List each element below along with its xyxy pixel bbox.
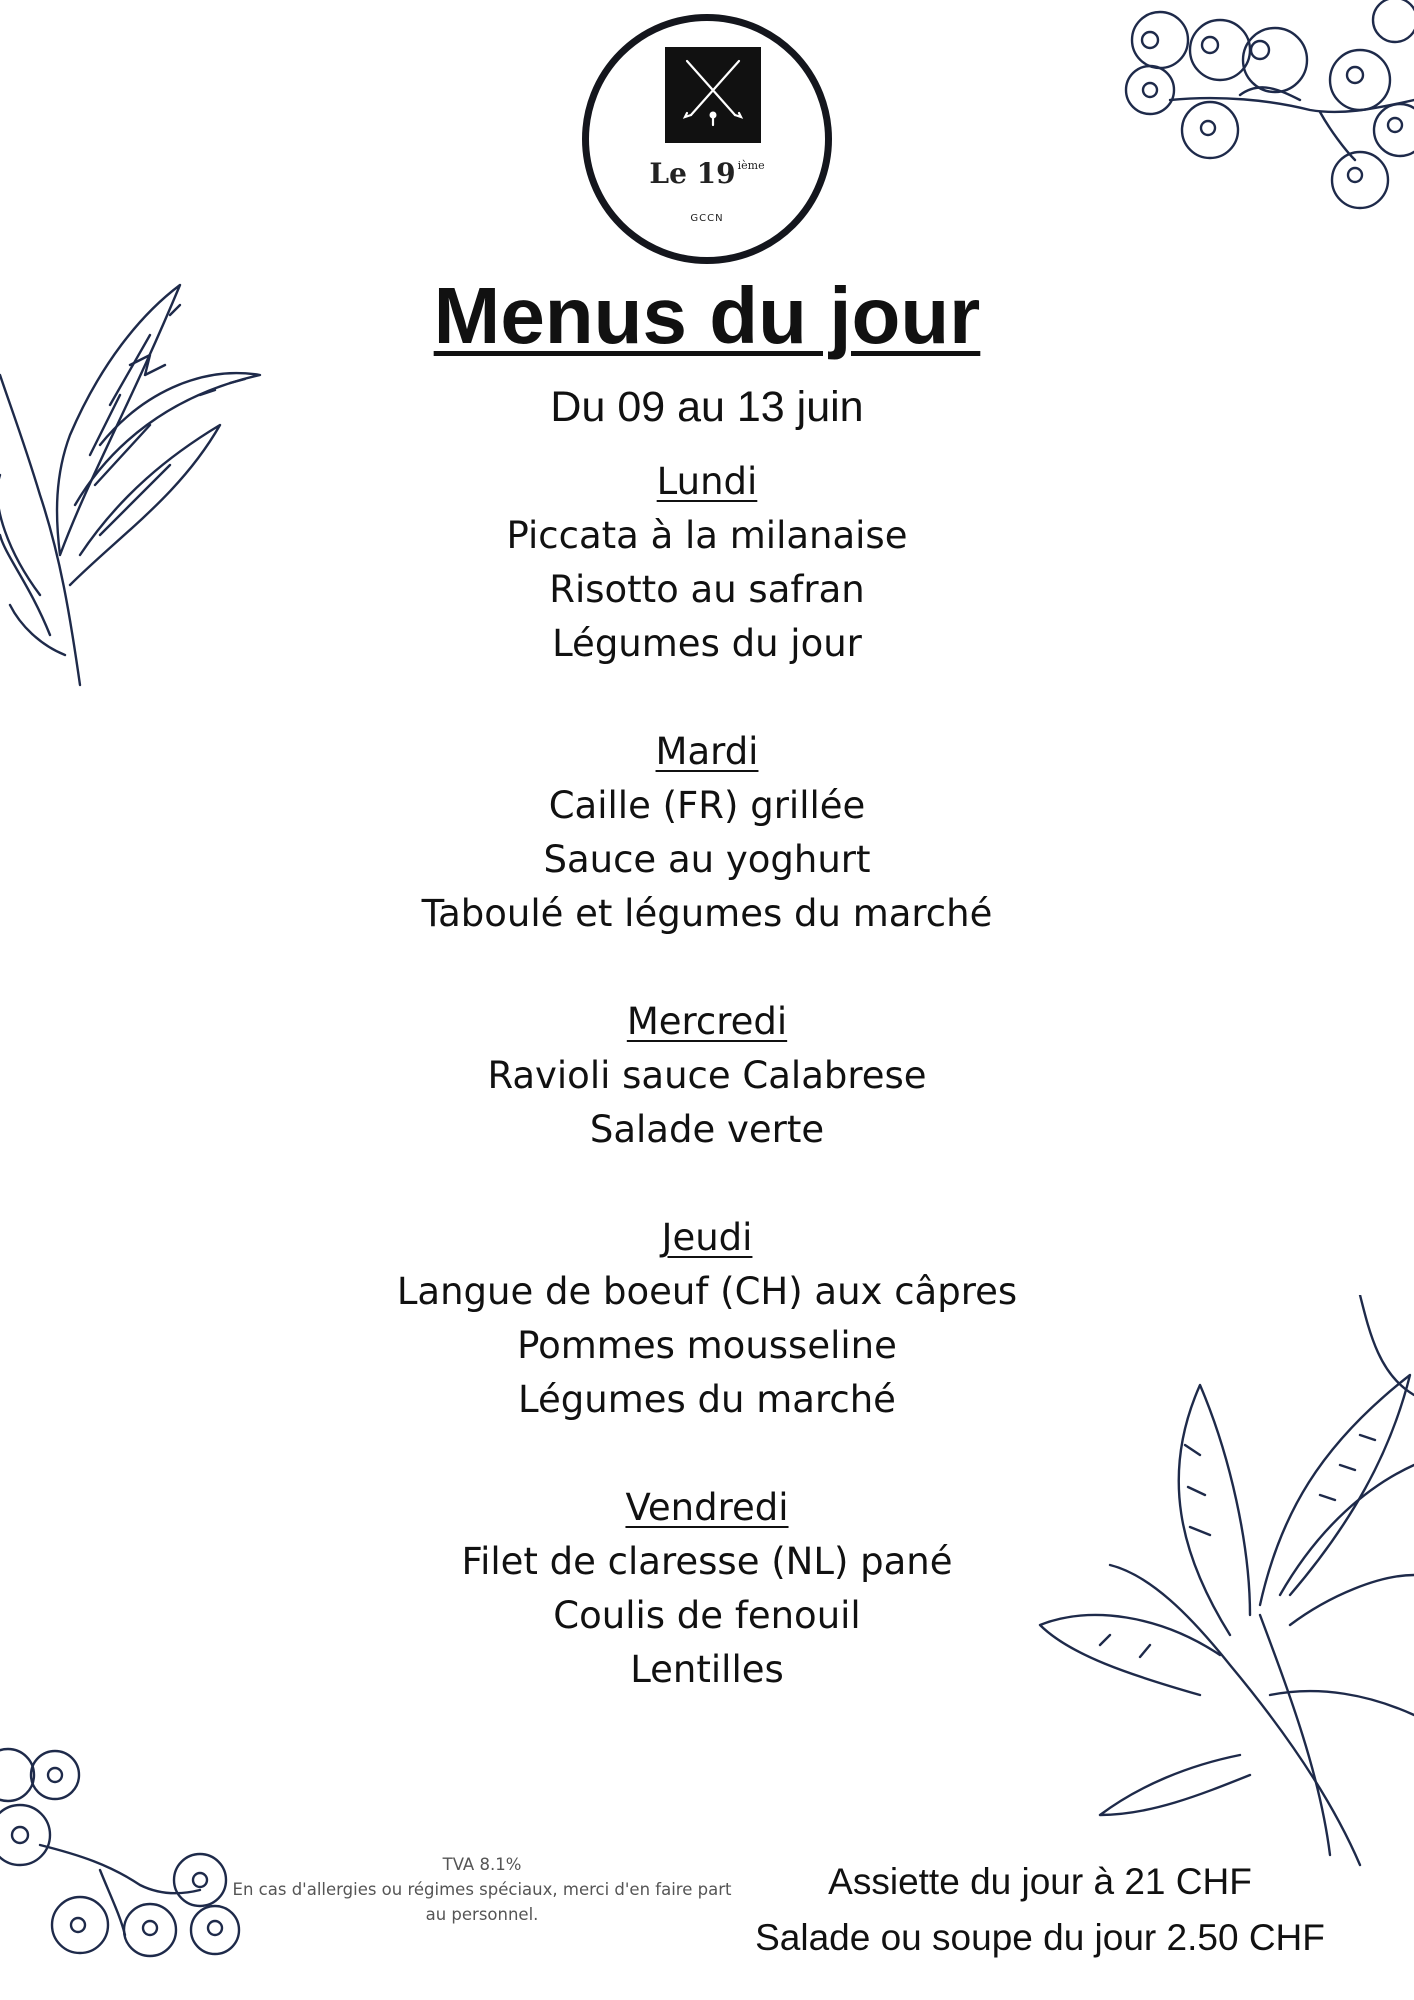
- date-range: Du 09 au 13 juin: [550, 383, 864, 431]
- dish-item: Langue de boeuf (CH) aux câpres: [396, 1270, 1018, 1313]
- dish-item: Risotto au safran: [549, 568, 865, 611]
- day-name: Jeudi: [661, 1216, 753, 1259]
- logo-subtitle: GCCN: [690, 213, 724, 224]
- page-title: Menus du jour: [433, 271, 981, 360]
- menu-day: [0, 455, 1414, 671]
- berries-illustration-top-right: [1110, 0, 1414, 215]
- dish-item: Piccata à la milanaise: [506, 514, 908, 557]
- menu-day: [0, 995, 1414, 1157]
- day-name: Mardi: [655, 730, 759, 773]
- dish-item: Caille (FR) grillée: [548, 784, 866, 827]
- dish-item: Ravioli sauce Calabrese: [487, 1054, 927, 1097]
- day-name: Mercredi: [626, 1000, 788, 1043]
- menu-day: [0, 1211, 1414, 1427]
- weekly-menu: [0, 455, 1414, 1751]
- logo-name: Le 19 $^{ième}$: [649, 157, 765, 190]
- dish-item: Sauce au yoghurt: [543, 838, 871, 881]
- berries-illustration-bottom-left: [0, 1745, 250, 1965]
- dish-item: Pommes mousseline: [517, 1324, 897, 1367]
- dish-item: Coulis de fenouil: [553, 1594, 861, 1637]
- menu-day: [0, 1481, 1414, 1697]
- menu-day: [0, 725, 1414, 941]
- dish-item: Salade verte: [589, 1108, 825, 1151]
- allergy-note: En cas d'allergies ou régimes spéciaux, merci d'en faire part au personnel.: [232, 1880, 732, 1924]
- footer-note: [232, 1852, 732, 1927]
- dish-item: Légumes du jour: [552, 622, 862, 665]
- day-name: Vendredi: [625, 1486, 789, 1529]
- price-salad-soup: Salade ou soupe du jour 2.50 CHF: [755, 1917, 1325, 1958]
- price-plate: Assiette du jour à 21 CHF: [828, 1861, 1252, 1902]
- vat-text: TVA 8.1%: [442, 1855, 522, 1874]
- dish-item: Taboulé et légumes du marché: [421, 892, 993, 935]
- restaurant-logo: [582, 14, 832, 264]
- day-name: Lundi: [656, 460, 758, 503]
- crossed-golf-clubs-icon: [665, 47, 761, 143]
- dish-item: Lentilles: [630, 1648, 784, 1691]
- logo-emblem: [665, 47, 761, 143]
- dish-item: Légumes du marché: [518, 1378, 896, 1421]
- dish-item: Filet de claresse (NL) pané: [461, 1540, 953, 1583]
- price-info: [740, 1854, 1340, 1966]
